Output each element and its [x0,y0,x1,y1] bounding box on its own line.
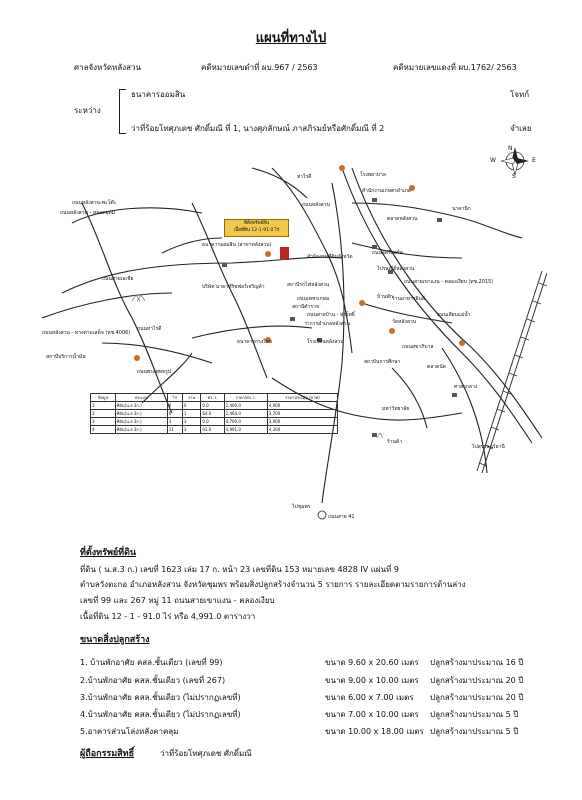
table-cell: 4,700.0 [224,418,267,426]
table-cell: 6 [167,402,182,410]
plaintiff-role: โจทก์ [510,90,530,99]
map-label: นาคานิก [452,206,471,212]
compass-e: E [532,157,536,164]
property-marker [280,247,289,260]
table-cell: 0.0 [201,402,224,410]
map-label: ว่าการอำเภอหลังสวน [304,321,351,327]
map-label: สถานีตำรวจ [292,304,319,310]
plot-col-header: ประเภท [115,394,167,402]
map-label: ถนนเลียบแม่น้ำ [437,312,471,318]
map-label: สำนักงานเกษตรอำเภอ [362,188,411,194]
map-label: ถนนเพชรเกษม [297,296,330,302]
plot-table [90,393,338,434]
table-cell: 3,700 [267,410,337,418]
table-cell: ที่ดิน(น.ส.3ก.) [115,402,167,410]
red-case-number: คดีหมายเลขแดงที่ ผบ.1762/ 2563 [393,63,517,72]
map-label: ถนนจุดรีสอร์ท [372,250,403,256]
defendant-role: จำเลย [510,124,532,133]
map-label: ถนนสายเขาแงน - คลองเงียบ (ทช.2015) [404,279,494,285]
map-label: ธนาคารกรุงไทย [237,339,273,345]
map-label: ร้านอาหารอินส์ [392,296,425,302]
table-cell: 3 [167,418,182,426]
building-name: 1. บ้านพักอาศัย คสล.ชั้นเดียว (เลขที่ 99) [80,658,223,667]
table-cell: 0 [182,402,200,410]
table-row [91,410,338,418]
map-label: ตลาดนัด [427,364,447,370]
location-line-4: เนื้อที่ดิน 12 - 1 - 91.0 ไร่ หรือ 4,991.0 ตารางวา [80,612,256,621]
map-label: ถนนสายเอเชีย [102,276,134,282]
location-line-3: เลขที่ 99 และ 267 หมู่ 11 ถนนสายเขาแงน - คลองเงียบ [80,596,275,605]
compass-s: S [512,173,516,180]
between-label: ระหว่าง [74,106,101,115]
map-label: ถนนสายบ้าน - ทุ่งโพธิ์ [307,312,355,318]
building-row [80,725,550,737]
plot-col-header: ราคาประเมิน (บาท) [267,394,337,402]
map-label: ร้านค้า [387,439,403,445]
map-label: สำนักงานที่ดินจังหวัด [307,254,353,260]
table-cell: 0.0 [201,418,224,426]
building-age: ปลูกสร้างมาประมาณ 5 ปี [430,710,519,719]
table-cell: 2,464.0 [224,410,267,418]
map-label: ถนนท่าไร่ดี [137,326,162,332]
map-label: ถนนหลังสวน - หลอดอุดม [60,210,116,216]
map-label: โรงเรียนหลังสวน [307,339,344,345]
defendant-names: ว่าที่ร้อยโทศุภเดช ศักดิ์มณี ที่ 1, นางศุภลักษณ์ ภาสภิรมย์หรือศักดิ์มณี ที่ 2 [131,124,385,133]
table-row [91,418,338,426]
table-cell: 2 [91,410,116,418]
building-size: ขนาด 6.00 x 7.00 เมตร [325,693,414,702]
map-label: สถานีบริการน้ำมัน [46,354,86,360]
map-label: ถนนหลังสวน - ทางตามเสด็จ (ทช.4006) [42,330,131,336]
owner-name: ว่าที่ร้อยโทศุภเดช ศักดิ์มณี [160,749,252,758]
table-cell: 4,991.0 [224,426,267,434]
map-label: ท่าไร่ดี [297,174,312,180]
table-cell: 2,400.0 [224,402,267,410]
building-row [80,691,550,703]
owner-label: ผู้ถือกรรมสิทธิ์ [80,749,135,759]
table-cell: 1 [91,402,116,410]
property-label [224,219,289,237]
map-label: สถาบันการศึกษา [364,359,401,365]
map-label: ธนาคารออมสิน (สาขาหลังสวน) [202,242,272,248]
building-row [80,708,550,720]
building-size: ขนาด 9.60 x 20.60 เมตร [325,658,419,667]
map-label: ไปรษณีย์หลังสวน [377,266,415,272]
building-name: 3.บ้านพักอาศัย คสล.ชั้นเดียว (ไม่ปรากฏเลขที่) [80,693,241,702]
location-line-2: ตำบลวังตะกอ อำเภอหลังสวน จังหวัดชุมพร พร้อมสิ่งปลูกสร้างจำนวน 5 รายการ รายละเอียดตามรายการด้านล่าง [80,580,466,589]
building-age: ปลูกสร้างมาประมาณ 20 ปี [430,693,524,702]
building-row [80,674,550,686]
court-name: ศาลจังหวัดหลังสวน [74,63,141,72]
plot-col-header: ตร.ว. [201,394,224,402]
map-label: ถนนหลังสวน [302,202,330,208]
table-cell: 6 [167,410,182,418]
black-case-number: คดีหมายเลขดำที่ ผบ.967 / 2563 [201,63,318,72]
table-cell: 11 [167,426,182,434]
building-size: ขนาด 7.00 x 10.00 เมตร [325,710,419,719]
map-label: ถนนสุขาภิบาล [402,344,434,350]
property-label-area: เนื้อที่ดิน 12-1-91.0 ไร่ [233,228,280,233]
page-title: แผนที่ทางไป [255,31,327,46]
map-label: ไปชุมพร [292,504,311,510]
map-label: ถนนหลังสวน-พะโต๊ะ [72,200,117,206]
map-label: สถานีรถไฟหลังสวน [287,282,330,288]
map-label: บ้านพัก [377,294,393,300]
table-cell: 3 [182,418,200,426]
map-label: วัดหลังสวน [392,319,417,325]
road-number-label: ถนนสาย 41 [328,514,355,520]
location-map [42,143,547,523]
building-age: ปลูกสร้างมาประมาณ 5 ปี [430,727,519,736]
plot-col-header: ราคา/ตร.ว. [224,394,267,402]
table-cell: 64.0 [201,410,224,418]
map-label: บริษัท มาดาห์ริชฟอร์เจริญค้า [202,284,265,290]
parties-bracket [119,89,126,134]
building-age: ปลูกสร้างมาประมาณ 20 ปี [430,676,524,685]
map-label: ศาลากลาง [454,384,478,390]
building-name: 5.อาคารส่วนโล่งหลังคาคลุม [80,727,179,736]
building-size: ขนาด 10.00 x 18.00 เมตร [325,727,424,736]
plot-col-header: ไร่ [167,394,182,402]
building-size: ขนาด 9.00 x 10.00 เมตร [325,676,419,685]
compass-n: N [508,145,513,152]
compass-w: W [490,157,496,164]
table-cell: 4 [91,426,116,434]
table-cell: 4,000 [267,402,337,410]
table-cell: 3,000 [267,418,337,426]
table-cell: 3 [91,418,116,426]
map-label: มหาวิทยาลัย [382,406,410,412]
table-cell: ที่ดิน(น.ส.3ก.) [115,418,167,426]
table-cell: ที่ดิน(น.ส.3ก.) [115,426,167,434]
plot-table-header [91,394,338,402]
building-name: 2.บ้านพักอาศัย คสล.ชั้นเดียว (เลขที่ 267) [80,676,226,685]
map-label: โรงพยาบาล [360,172,386,178]
table-cell: 91.0 [201,426,224,434]
compass-icon [501,147,529,175]
table-cell: 3 [182,426,200,434]
plaintiff-name: ธนาคารออมสิน [131,90,186,99]
location-line-1: ที่ดิน ( น.ส.3 ก.) เลขที่ 1623 เล่ม 17 ก. หน้า 23 เลขที่ดิน 153 หมายเลข 4828 IV แผ่นที่ 9 [80,565,399,574]
map-label: ถนนพระพุทธรูป [137,369,172,375]
buildings-heading: ขนาดสิ่งปลูกสร้าง [80,635,150,645]
building-row [80,656,550,668]
plot-col-header: ข้อมูล [91,394,116,402]
building-age: ปลูกสร้างมาประมาณ 16 ปี [430,658,524,667]
location-heading: ที่ตั้งทรัพย์ที่ดิน [80,548,137,558]
table-cell: ที่ดิน(น.ส.3ก.) [115,410,167,418]
map-label: ไปสุราษฎร์ธานี [472,444,505,450]
table-row [91,426,338,434]
table-row [91,402,338,410]
building-name: 4.บ้านพักอาศัย คสล.ชั้นเดียว (ไม่ปรากฏเลขที่) [80,710,241,719]
property-label-title: ที่ตั้งทรัพย์สิน [244,221,269,226]
plot-col-header: งาน [182,394,200,402]
table-cell: 4,300 [267,426,337,434]
table-cell: 1 [182,410,200,418]
map-label: ตลาดหลังสวน [387,216,418,222]
